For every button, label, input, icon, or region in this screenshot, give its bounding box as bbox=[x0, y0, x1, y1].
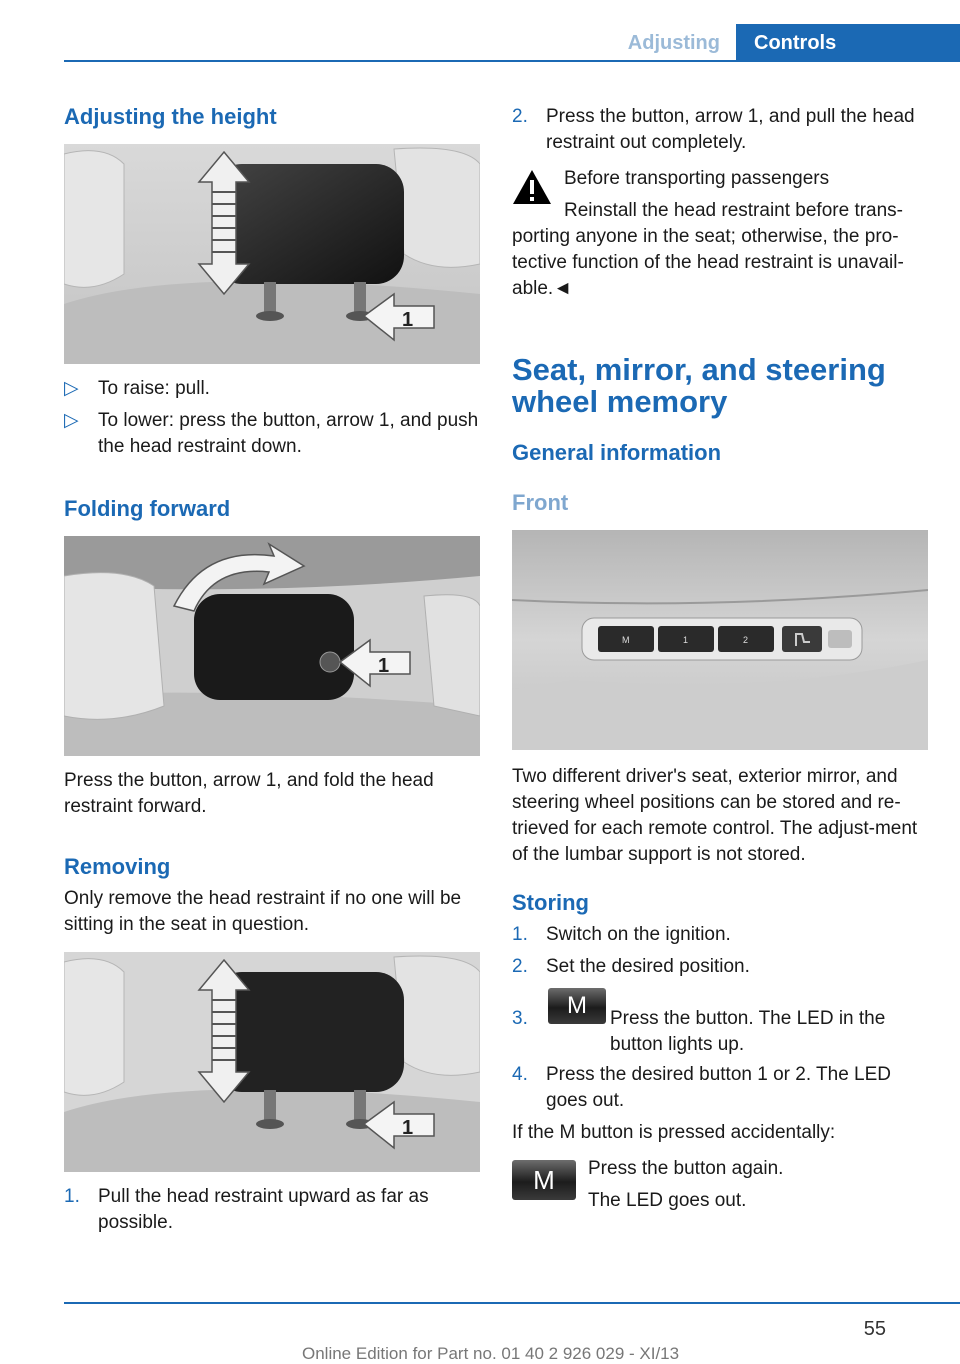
heading-adjusting-height: Adjusting the height bbox=[64, 104, 277, 129]
heading-front: Front bbox=[512, 490, 569, 515]
heading-general-information: General information bbox=[512, 440, 722, 465]
m-button-icon: M bbox=[548, 988, 606, 1024]
folding-text: Press the button, arrow 1, and fold the head restraint forward. bbox=[64, 770, 434, 817]
header-section-title: Adjusting bbox=[627, 32, 720, 54]
warning-body: porting anyone in the seat; otherwise, the pro-tective function of the head restraint is unavail-able.◄ bbox=[512, 226, 904, 299]
m-button-icon: M bbox=[512, 1160, 576, 1200]
page-number: 55 bbox=[863, 1318, 886, 1340]
warning-icon bbox=[512, 168, 552, 206]
triangle-bullet-icon: ▷ bbox=[64, 410, 79, 431]
heading-memory: Seat, mirror, and steering wheel memory bbox=[512, 352, 886, 419]
led-goes-out-text: The LED goes out. bbox=[588, 1190, 747, 1211]
photo-head-restraint-folding bbox=[64, 536, 480, 756]
svg-text:1: 1 bbox=[378, 655, 390, 677]
header-chapter-tab: Controls bbox=[736, 24, 960, 62]
memory-text: Two different driver's seat, exterior mirror, and steering wheel positions can be stored and re-trieved for each remote control. The adjust-ment of the lumbar support is not stored. bbox=[512, 766, 918, 865]
accident-text: If the M button is pressed accidentally: bbox=[512, 1122, 836, 1143]
header-rule bbox=[64, 60, 960, 62]
triangle-bullet-icon: ▷ bbox=[64, 378, 79, 399]
heading-removing: Removing bbox=[64, 854, 171, 879]
warning-title: Before transporting passengers bbox=[564, 168, 830, 189]
press-again-text: Press the button again. bbox=[588, 1158, 784, 1179]
photo-memory-buttons bbox=[512, 530, 928, 750]
svg-text:M: M bbox=[622, 635, 630, 645]
footer-rule bbox=[64, 1302, 960, 1304]
photo-head-restraint-height bbox=[64, 144, 480, 364]
online-edition-text: Online Edition for Part no. 01 40 2 926 029 - XI/13 bbox=[302, 1344, 680, 1363]
svg-text:1: 1 bbox=[402, 1117, 414, 1139]
heading-storing: Storing bbox=[512, 890, 589, 915]
svg-text:2: 2 bbox=[743, 635, 749, 645]
warning-body-first-line: Reinstall the head restraint before trans- bbox=[564, 200, 904, 221]
photo-head-restraint-removing bbox=[64, 952, 480, 1172]
removing-text: Only remove the head restraint if no one will be sitting in the seat in question. bbox=[64, 888, 462, 935]
heading-folding-forward: Folding forward bbox=[64, 496, 231, 521]
storing-step-3-text: Press the button. The LED in the button lights up. bbox=[610, 1008, 886, 1055]
svg-text:1: 1 bbox=[683, 635, 689, 645]
svg-text:1: 1 bbox=[402, 309, 414, 331]
